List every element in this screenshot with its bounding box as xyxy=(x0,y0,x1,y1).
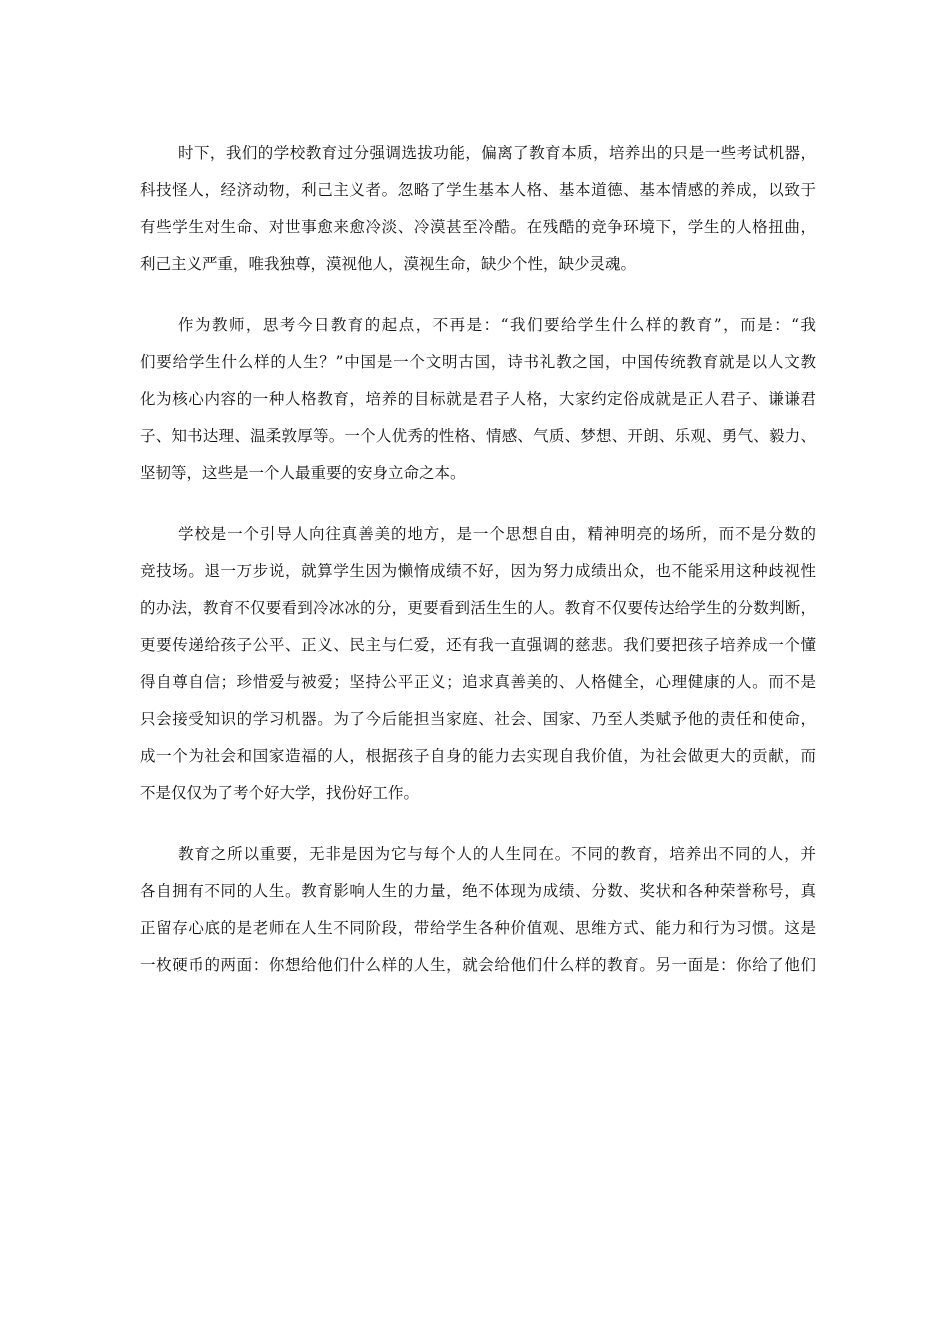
paragraph-1 xyxy=(140,135,816,283)
text-line: 竞技场。退一万步说，就算学生因为懒惰成绩不好，因为努力成绩出众，也不能采用这种歧视性 xyxy=(140,562,816,580)
text-line: 成一个为社会和国家造福的人，根据孩子自身的能力去实现自我价值，为社会做更大的贡献，而 xyxy=(140,747,816,765)
document-body xyxy=(140,135,816,1008)
text-line: 子、知书达理、温柔敦厚等。一个人优秀的性格、情感、气质、梦想、开朗、乐观、勇气、毅力、 xyxy=(140,427,816,445)
paragraph-3 xyxy=(140,516,816,812)
text-line: 得自尊自信；珍惜爱与被爱；坚持公平正义；追求真善美的、人格健全，心理健康的人。而不是 xyxy=(140,673,816,691)
text-line: 一枚硬币的两面：你想给他们什么样的人生，就会给他们什么样的教育。另一面是：你给了他们 xyxy=(140,956,816,974)
text-line: 的办法，教育不仅要看到冷冰冰的分，更要看到活生生的人。教育不仅要传达给学生的分数判断， xyxy=(140,599,816,617)
text-line: 作为教师，思考今日教育的起点，不再是：“我们要给学生什么样的教育”，而是：“我 xyxy=(178,316,816,334)
paragraph-4 xyxy=(140,836,816,984)
text-line: 正留存心底的是老师在人生不同阶段，带给学生各种价值观、思维方式、能力和行为习惯。这是 xyxy=(140,919,816,937)
text-line: 利己主义严重，唯我独尊，漠视他人，漠视生命，缺少个性，缺少灵魂。 xyxy=(140,255,637,273)
text-line: 只会接受知识的学习机器。为了今后能担当家庭、社会、国家、乃至人类赋予他的责任和使命， xyxy=(140,710,816,728)
text-line: 更要传递给孩子公平、正义、民主与仁爱，还有我一直强调的慈悲。我们要把孩子培养成一个懂 xyxy=(140,636,816,654)
text-line: 教育之所以重要，无非是因为它与每个人的人生同在。不同的教育，培养出不同的人，并 xyxy=(178,845,816,863)
paragraph-2 xyxy=(140,307,816,492)
text-line: 不是仅仅为了考个好大学，找份好工作。 xyxy=(140,784,420,802)
text-line: 有些学生对生命、对世事愈来愈冷淡、冷漠甚至冷酷。在残酷的竞争环境下，学生的人格扭曲， xyxy=(140,218,816,236)
text-line: 化为核心内容的一种人格教育，培养的目标就是君子人格，大家约定俗成就是正人君子、谦谦君 xyxy=(140,390,816,408)
text-line: 各自拥有不同的人生。教育影响人生的力量，绝不体现为成绩、分数、奖状和各种荣誉称号，真 xyxy=(140,882,816,900)
text-line: 学校是一个引导人向往真善美的地方，是一个思想自由，精神明亮的场所，而不是分数的 xyxy=(178,525,816,543)
text-line: 们要给学生什么样的人生？”中国是一个文明古国，诗书礼教之国，中国传统教育就是以人文教 xyxy=(140,353,816,371)
text-line: 时下，我们的学校教育过分强调选拔功能，偏离了教育本质，培养出的只是一些考试机器， xyxy=(178,144,816,162)
text-line: 科技怪人，经济动物，利己主义者。忽略了学生基本人格、基本道德、基本情感的养成，以致于 xyxy=(140,181,816,199)
text-line: 坚韧等，这些是一个人最重要的安身立命之本。 xyxy=(140,464,466,482)
